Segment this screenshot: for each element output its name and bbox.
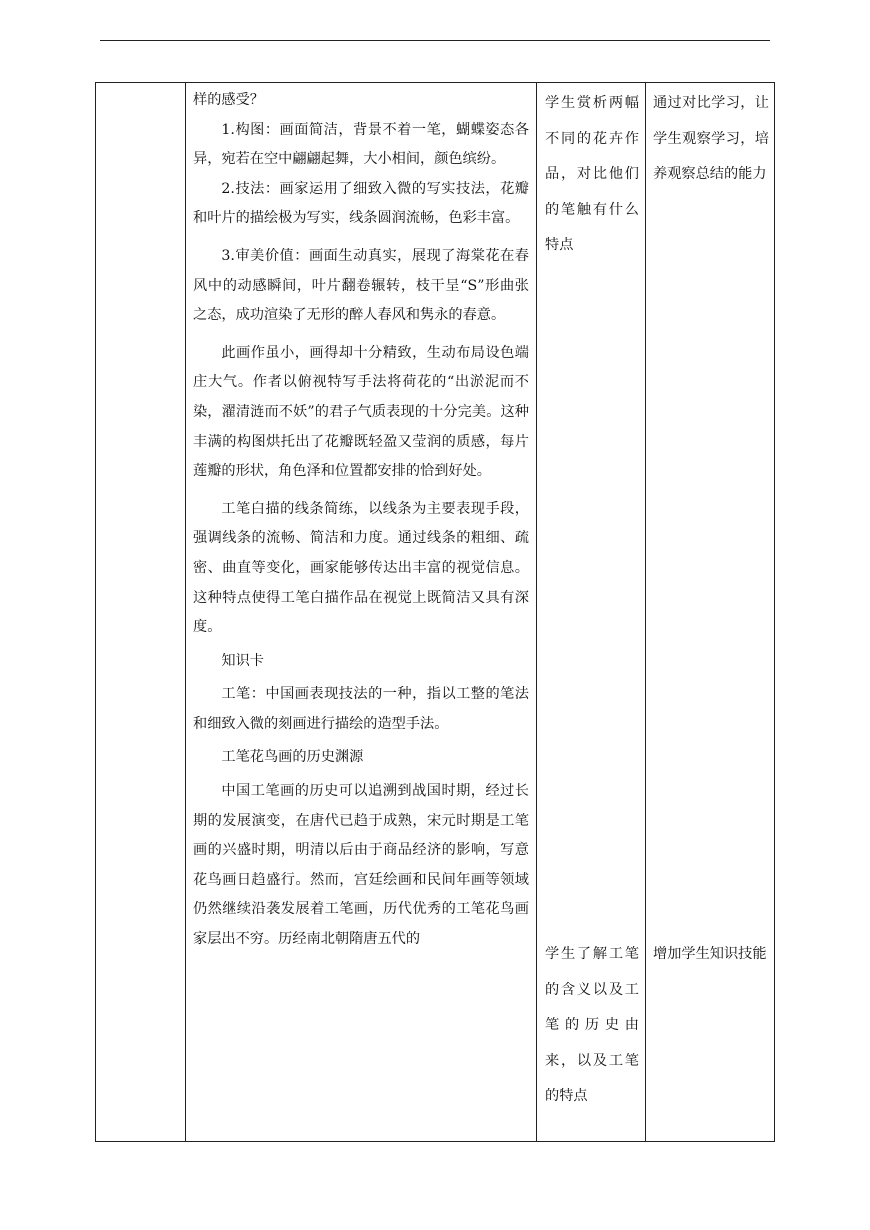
history-heading: 工笔花鸟画的历史渊源 <box>221 749 364 766</box>
content-paragraph: 3.审美价值：画面生动真实，展现了海棠花在春风中的动感瞬间，叶片翻卷辗转，枝干呈“S”形曲张之态，成功渲染了无形的醉人春风和隽永的春意。 <box>193 247 529 324</box>
student-activity-1: 学生赏析两幅不同的花卉作品，对比他们的笔触有什么特点 <box>545 95 639 253</box>
content-paragraph: 1.构图：画面简洁，背景不着一笔，蝴蝶姿态各异，宛若在空中翩翩起舞，大小相间，颜色缤纷。 <box>193 121 529 168</box>
design-intent-1: 通过对比学习，让学生观察学习，培养观察总结的能力 <box>653 95 769 182</box>
content-paragraph: 工笔：中国画表现技法的一种，指以工整的笔法和细致入微的刻画进行描绘的造型手法。 <box>193 686 529 732</box>
teaching-content-cell <box>193 86 529 955</box>
content-paragraph: 此画作虽小，画得却十分精致，生动布局设色端庄大气。作者以俯视特写手法将荷花的“出淤泥而不染，濯清涟而不妖”的君子气质表现的十分完美。这种丰满的构图烘托出了花瓣既轻盈又莹润的质感，每片莲瓣的形状，角色泽和位置都安排的恰到好处。 <box>193 344 529 480</box>
header-rule <box>100 40 770 41</box>
column-divider-2 <box>536 82 537 1142</box>
content-paragraph: 样的感受？ <box>193 92 264 108</box>
column-divider-3 <box>645 82 646 1142</box>
knowledge-card-heading: 知识卡 <box>221 652 264 669</box>
design-intent-2: 增加学生知识技能 <box>653 946 767 962</box>
student-activity-2: 学生了解工笔的含义以及工笔的历史由来，以及工笔的特点 <box>545 946 639 1104</box>
content-paragraph: 2.技法：画家运用了细致入微的写实技法，花瓣和叶片的描绘极为写实，线条圆润流畅，色彩丰富。 <box>193 180 529 227</box>
content-paragraph: 工笔白描的线条简练，以线条为主要表现手段，强调线条的流畅、简洁和力度。通过线条的粗细、疏密、曲直等变化，画家能够传达出丰富的视觉信息。这种特点使得工笔白描作品在视觉上既简洁又具有深度。 <box>193 500 529 636</box>
content-paragraph: 中国工笔画的历史可以追溯到战国时期，经过长期的发展演变，在唐代已趋于成熟，宋元时期是工笔画的兴盛时期，明清以后由于商品经济的影响，写意花鸟画日趋盛行。然而，宫廷绘画和民间年画等领域仍然继续沿袭发展着工笔画，历代优秀的工笔花鸟画家层出不穷。历经南北朝隋唐五代的 <box>193 783 529 948</box>
column-divider-1 <box>185 82 186 1142</box>
